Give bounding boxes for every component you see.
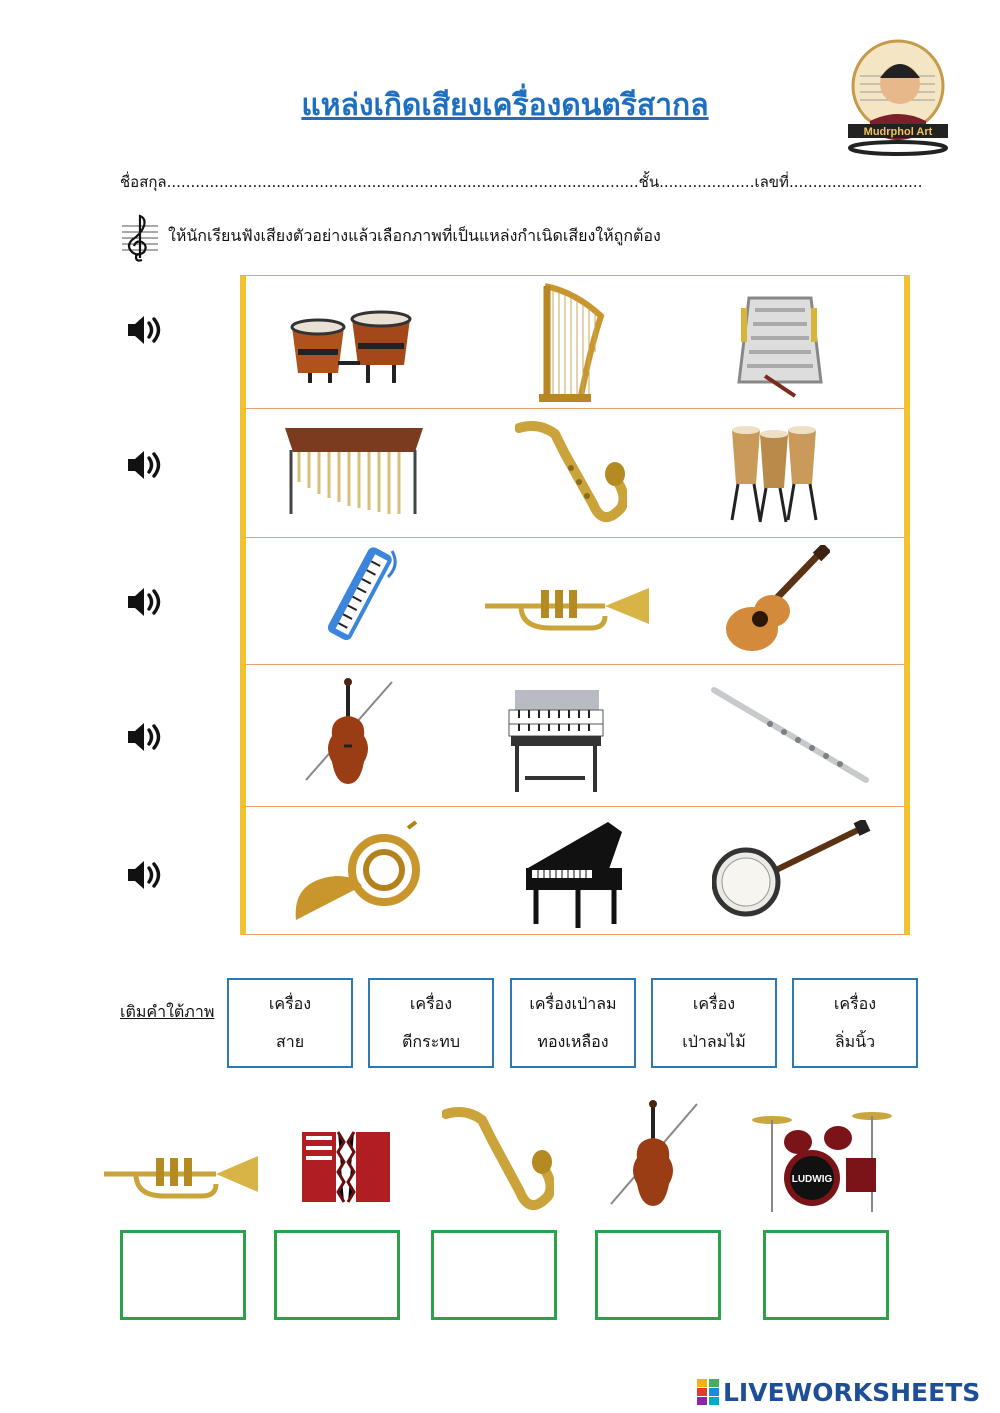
category-card-brass[interactable] xyxy=(510,978,636,1068)
speaker-icon[interactable] xyxy=(124,585,166,619)
brand-text: LIVEWORKSHEETS xyxy=(723,1377,981,1407)
name-label: ชื่อสกุล xyxy=(120,173,167,191)
answer-box[interactable] xyxy=(120,1230,246,1320)
flute-image[interactable] xyxy=(710,684,870,786)
electronic-organ-image[interactable] xyxy=(505,686,607,800)
category-card-string[interactable] xyxy=(227,978,353,1068)
glockenspiel-image[interactable] xyxy=(735,290,825,402)
saxophone-image[interactable] xyxy=(515,420,627,530)
accordion-picture xyxy=(296,1126,396,1206)
marimba-image[interactable] xyxy=(283,420,425,520)
answer-box[interactable] xyxy=(763,1230,889,1320)
speaker-icon[interactable] xyxy=(124,720,166,754)
french-horn-image[interactable] xyxy=(290,820,425,925)
speaker-icon[interactable] xyxy=(124,313,166,347)
class-label: ชั้น xyxy=(638,173,660,191)
category-line: เป่าลมไม้ xyxy=(682,1032,746,1051)
treble-clef-icon xyxy=(120,212,160,264)
answer-box[interactable] xyxy=(431,1230,557,1320)
speaker-icon[interactable] xyxy=(124,858,166,892)
row-divider xyxy=(246,408,904,409)
melodica-image[interactable] xyxy=(318,545,400,645)
grand-piano-image[interactable] xyxy=(522,818,630,930)
answer-box[interactable] xyxy=(274,1230,400,1320)
category-line: ลิ่มนิ้ว xyxy=(834,1032,876,1051)
speaker-icon[interactable] xyxy=(124,448,166,482)
answer-box[interactable] xyxy=(595,1230,721,1320)
name-field[interactable]: ................................................................................................... xyxy=(166,173,639,191)
fill-in-label: เติมคำใต้ภาพ xyxy=(120,1002,215,1021)
svg-text:Mudrphol Art: Mudrphol Art xyxy=(863,126,933,138)
class-field[interactable]: .................... xyxy=(659,173,755,191)
svg-text:LUDWIG: LUDWIG xyxy=(791,1174,833,1185)
harp-image[interactable] xyxy=(535,282,605,404)
conga-drums-image[interactable] xyxy=(728,420,820,524)
instruction-text: ให้นักเรียนฟังเสียงตัวอย่างแล้วเลือกภาพที่เป็นแหล่งกำเนิดเสียงให้ถูกต้อง xyxy=(168,226,661,245)
name-class-number-line xyxy=(120,170,922,194)
drum-kit-picture xyxy=(750,1108,895,1214)
row-divider xyxy=(246,664,904,665)
category-line: ตีกระทบ xyxy=(402,1032,460,1051)
liveworksheets-logo-icon xyxy=(697,1379,719,1405)
saxophone-picture xyxy=(442,1106,554,1220)
row-divider xyxy=(246,537,904,538)
category-line: เครื่อง xyxy=(692,994,736,1013)
number-label: เลขที่ xyxy=(754,173,789,191)
banjo-image[interactable] xyxy=(712,820,872,918)
category-line: เครื่อง xyxy=(268,994,312,1013)
category-line: ทองเหลือง xyxy=(537,1032,609,1051)
category-line: สาย xyxy=(275,1032,305,1051)
category-line: เครื่องเป่าลม xyxy=(529,994,617,1013)
trumpet-picture xyxy=(100,1150,262,1206)
category-card-percussion[interactable] xyxy=(368,978,494,1068)
liveworksheets-brand xyxy=(697,1376,980,1408)
acoustic-guitar-image[interactable] xyxy=(722,545,830,657)
category-line: เครื่อง xyxy=(833,994,877,1013)
bongo-drums-image[interactable] xyxy=(288,305,423,385)
violin-image[interactable] xyxy=(300,676,395,788)
number-field[interactable]: ............................ xyxy=(788,173,923,191)
category-line: เครื่อง xyxy=(409,994,453,1013)
category-card-keyboard[interactable] xyxy=(792,978,918,1068)
author-logo xyxy=(840,36,955,158)
page-title: แหล่งเกิดเสียงเครื่องดนตรีสากล xyxy=(301,88,709,123)
trumpet-image[interactable] xyxy=(481,580,656,640)
category-card-woodwind[interactable] xyxy=(651,978,777,1068)
violin-picture xyxy=(605,1098,701,1212)
row-divider xyxy=(246,806,904,807)
